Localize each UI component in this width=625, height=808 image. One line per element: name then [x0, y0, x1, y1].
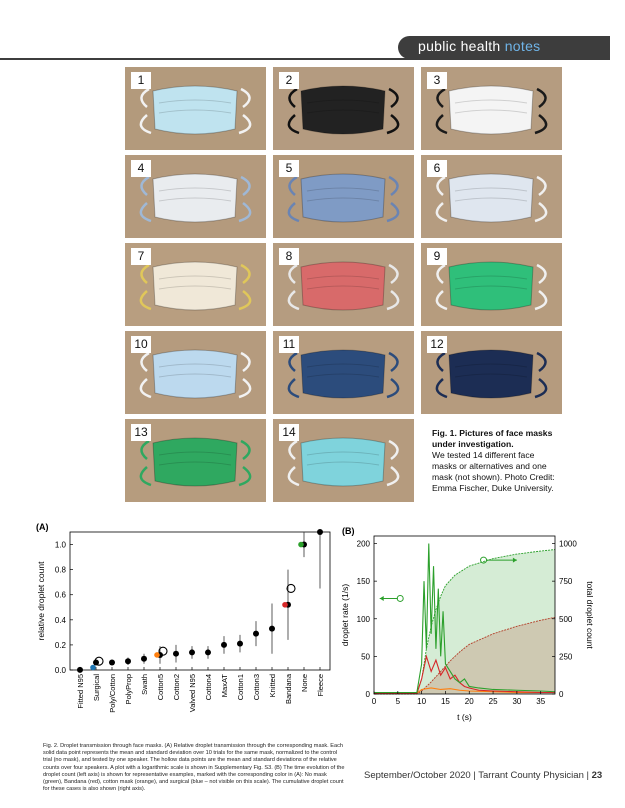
y-axis-label-right-b: total droplet count [585, 581, 595, 649]
mask-number-1: 1 [131, 72, 151, 89]
y-tick-label-left-b: 150 [356, 577, 370, 587]
data-point-a [317, 529, 323, 535]
mask-number-11: 11 [279, 336, 299, 353]
data-point-a [173, 651, 179, 657]
footer-issue-text: September/October 2020 | Tarrant County Physician | [364, 770, 592, 781]
y-tick-label-a: 0.0 [54, 666, 66, 675]
y-tick-label-a: 0.4 [54, 615, 66, 625]
mask-number-4: 4 [131, 160, 151, 177]
y-tick-label-right-b: 250 [559, 652, 573, 662]
mask-number-5: 5 [279, 160, 299, 177]
x-axis-label-b: t (s) [457, 712, 472, 722]
x-tick-label-b: 10 [417, 697, 427, 706]
data-point-a [221, 642, 227, 648]
mask-photo-11 [273, 331, 414, 414]
axis-marker-left-b [397, 595, 403, 601]
mask-number-8: 8 [279, 248, 299, 265]
data-point-a [125, 658, 131, 664]
colored-point-a [282, 602, 288, 608]
x-tick-label-a: Fitted N95 [76, 674, 85, 709]
section-header-prefix: public health [418, 38, 505, 54]
mask-number-13: 13 [131, 424, 151, 441]
y-axis-label-left-b: droplet rate (1/s) [340, 583, 350, 647]
x-tick-label-a: Bandana [284, 674, 293, 705]
mask-photo-3 [421, 67, 562, 150]
mask-photo-14 [273, 419, 414, 502]
y-tick-label-right-b: 1000 [559, 539, 577, 549]
plot-frame-a [70, 532, 330, 670]
mask-number-6: 6 [427, 160, 447, 177]
mask-photo-9 [421, 243, 562, 326]
x-tick-label-a: None [300, 674, 309, 692]
y-tick-label-right-b: 500 [559, 614, 573, 624]
mask-photo-2 [273, 67, 414, 150]
figure-2-caption: Fig. 2. Droplet transmission through face masks. (A) Relative droplet transmission through the corresponding mask. Each solid data point represents the mean and standard deviation over 10 trials for the same mask, normalized to the control trial (no mask), and tested by one speaker. The hollow data points are the mean and standard deviations of the relative counts over four speakers. A plot with a logarithmic scale is shown in Supplementary Fig. S3. (B) The time evolution of the droplet count (left axis) is shown for representative examples, marked with the corresponding color in (A): No mask (green), Bandana (red), cotton mask (orange), and surgical (blue – not visible on this scale). The cumulative droplet count for these cases is also shown (right axis). [43, 743, 345, 793]
x-tick-label-b: 20 [464, 697, 474, 706]
page-number: 23 [591, 770, 603, 781]
x-tick-label-a: Cotton2 [172, 674, 181, 701]
mask-photo-10 [125, 331, 266, 414]
mask-photo-1 [125, 67, 266, 150]
mask-number-9: 9 [427, 248, 447, 265]
x-tick-label-b: 30 [512, 697, 522, 706]
x-tick-label-a: Cotton4 [204, 674, 213, 701]
x-tick-label-a: MaxAT [220, 674, 229, 698]
page-footer [364, 770, 602, 781]
data-point-a [109, 659, 115, 665]
figure-1-caption-title: Fig. 1. Pictures of face masks under investigation. [432, 428, 553, 449]
mask-number-7: 7 [131, 248, 151, 265]
mask-photo-12 [421, 331, 562, 414]
y-axis-label-a: relative droplet count [36, 561, 46, 641]
y-tick-label-left-b: 50 [361, 652, 370, 662]
y-tick-label-left-b: 0 [365, 690, 370, 699]
x-tick-label-b: 15 [440, 697, 450, 706]
colored-point-a [298, 542, 304, 548]
x-tick-label-a: Cotton1 [236, 674, 245, 701]
figure-2a-chart [30, 522, 335, 734]
x-tick-label-a: Knitted [268, 674, 277, 698]
panel-label-a: (A) [36, 522, 49, 532]
section-header-accent: notes [504, 38, 541, 54]
x-tick-label-a: Swath [140, 674, 149, 695]
x-tick-label-a: Poly/Cotton [108, 674, 117, 713]
data-point-a [141, 656, 147, 662]
x-tick-label-a: Fleece [316, 674, 325, 697]
x-tick-label-a: Valved N95 [188, 674, 197, 713]
x-tick-label-a: Cotton5 [156, 674, 165, 701]
mask-number-10: 10 [131, 336, 151, 353]
data-point-a [205, 649, 211, 655]
cumulative-area-b [374, 550, 555, 694]
mask-number-12: 12 [427, 336, 447, 353]
mask-photo-13 [125, 419, 266, 502]
figure-2b-chart [330, 522, 600, 734]
data-point-a [189, 649, 195, 655]
panel-label-b: (B) [342, 526, 355, 536]
y-tick-label-right-b: 0 [559, 690, 564, 699]
section-header-title [418, 38, 540, 54]
x-tick-label-b: 0 [371, 697, 377, 706]
mask-photo-8 [273, 243, 414, 326]
mask-number-3: 3 [427, 72, 447, 89]
y-tick-label-right-b: 750 [559, 577, 573, 587]
x-tick-label-a: Cotton3 [252, 674, 261, 701]
mask-number-2: 2 [279, 72, 299, 89]
y-tick-label-left-b: 100 [356, 614, 370, 624]
data-point-a [237, 641, 243, 647]
mask-photo-4 [125, 155, 266, 238]
x-tick-label-b: 35 [536, 697, 546, 706]
mask-number-14: 14 [279, 424, 299, 441]
y-tick-label-a: 0.6 [54, 590, 66, 600]
mask-photo-5 [273, 155, 414, 238]
data-point-a [77, 667, 83, 673]
figure-1-caption [432, 428, 560, 494]
y-tick-label-a: 0.8 [54, 565, 66, 575]
axis-arrowhead-left-b [380, 596, 384, 601]
x-tick-label-b: 5 [395, 697, 401, 706]
figure-1-caption-body: We tested 14 different face masks or alternatives and one mask (not shown). Photo Credit: Emma Fischer, Duke University. [432, 450, 555, 493]
y-tick-label-a: 1.0 [54, 540, 66, 550]
mask-photo-6 [421, 155, 562, 238]
x-tick-label-a: Surgical [92, 674, 101, 702]
colored-point-a [90, 665, 96, 671]
y-tick-label-a: 0.2 [54, 640, 66, 650]
mask-photo-7 [125, 243, 266, 326]
x-tick-label-a: PolyProp [124, 674, 133, 705]
x-tick-label-b: 25 [488, 697, 498, 706]
data-point-a [269, 626, 275, 632]
data-point-a [253, 631, 259, 637]
y-tick-label-left-b: 200 [356, 539, 370, 549]
